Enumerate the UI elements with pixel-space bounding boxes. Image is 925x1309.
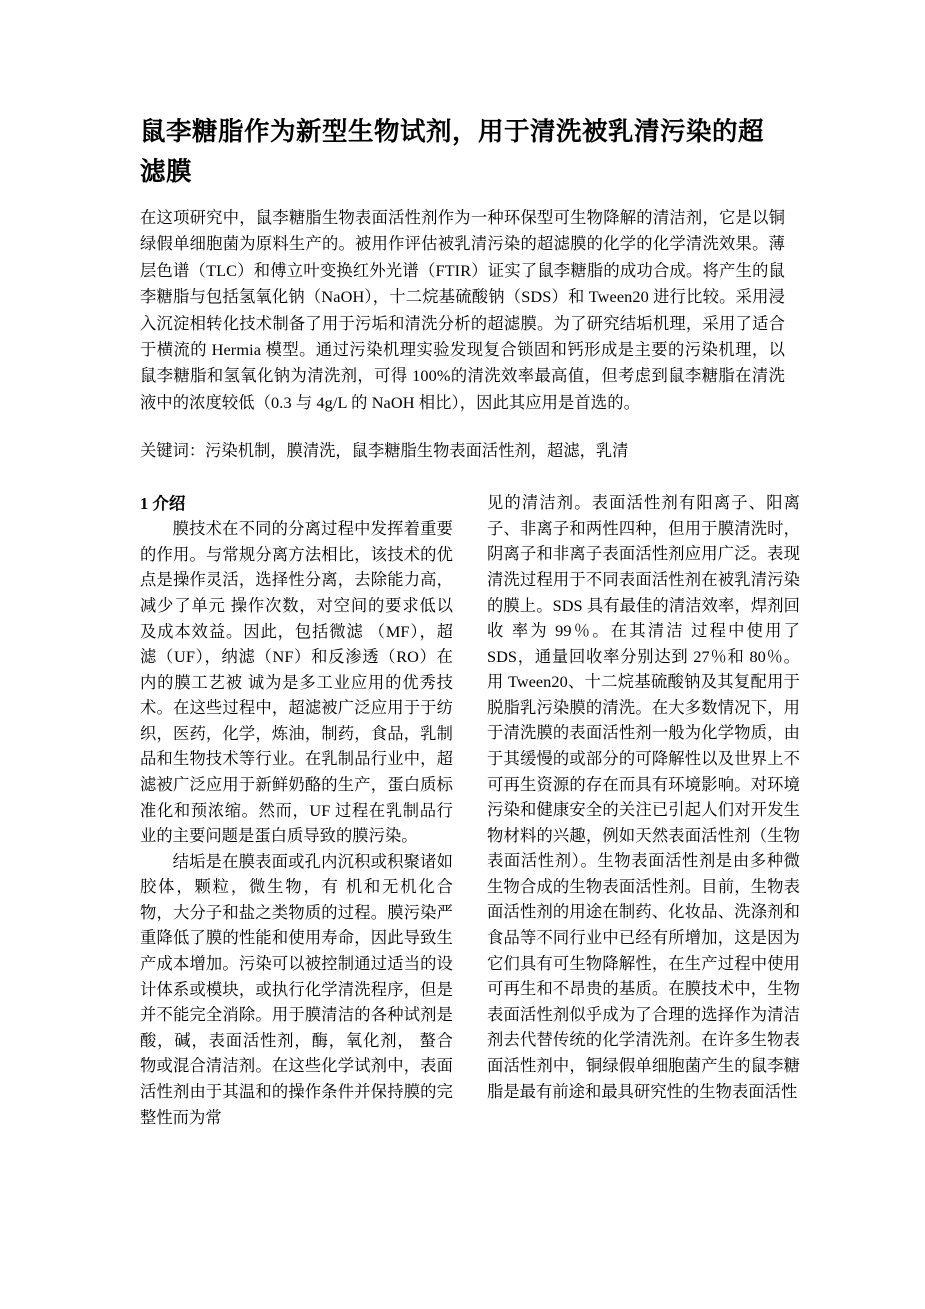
column-left: [140, 490, 453, 1130]
page-title: 鼠李糖脂作为新型生物试剂，用于清洗被乳清污染的超滤膜: [140, 117, 765, 186]
paragraph: 结垢是在膜表面或孔内沉积或积聚诸如胶体，颗粒，微生物，有 机和无机化合物，大分子和盐之类物质的过程。膜污染严重降低了膜的性能和使用寿命，因此导致生产成本增加。污染可以被控制通过适当的设计体系或模块，或执行化学清洗程序，但是并不能完全消除。用于膜清洁的各种试剂是酸，碱，表面活性剂，酶，氧化剂， 螯合物或混合清洁剂。在这些化学试剂中，表面活性剂由于其温和的操作条件并保持膜的完整性而为常: [140, 851, 453, 1127]
paragraph: 见的清洁剂。表面活性剂有阳离子、阳离子、非离子和两性四种，但用于膜清洗时，阴离子和非离子表面活性剂应用广泛。表现清洗过程用于不同表面活性剂在被乳清污染的膜上。SDS 具有最佳的清洁效率，焊剂回收 率为 99％。在其清洁 过程中使用了 SDS，通量回收率分别达到 27％和 80％。用 Tween20、十二烷基硫酸钠及其复配用于脱脂乳污染膜的清洗。在大多数情况下，用于清洗膜的表面活性剂一般为化学物质，由于其缓慢的或部分的可降解性以及世界上不可再生资源的存在而具有环境影响。对环境污染和健康安全的关注已引起人们对开发生物材料的兴趣，例如天然表面活性剂（生物表面活性剂）。生物表面活性剂是由多种微生物合成的生物表面活性剂。目前，生物表面活性剂的用途在制药、化妆品、洗涤剂和食品等不同行业中已经有所增加，这是因为它们具有可生物降解性，在生产过程中使用可再生和不昂贵的基质。在膜技术中，生物表面活性剂似乎成为了合理的选择作为清洁剂去代替传统的化学清洗剂。在许多生物表面活性剂中，铜绿假单细胞菌产生的鼠李糖脂是最有前途和最具研究性的生物表面活性: [487, 493, 800, 1101]
two-column-body: [140, 490, 800, 1130]
keywords-line: 关键词：污染机制，膜清洗，鼠李糖脂生物表面活性剂，超滤，乳清: [140, 441, 629, 461]
abstract-paragraph: 在这项研究中，鼠李糖脂生物表面活性剂作为一种环保型可生物降解的清洁剂，它是以铜绿假单细胞菌为原料生产的。被用作评估被乳清污染的超滤膜的化学的化学清洗效果。薄层色谱（TLC）和傅立叶变换红外光谱（FTIR）证实了鼠李糖脂的成功合成。将产生的鼠李糖脂与包括氢氧化钠（NaOH），十二烷基硫酸钠（SDS）和 Tween20 进行比较。采用浸入沉淀相转化技术制备了用于污垢和清洗分析的超滤膜。为了研究结垢机理，采用了适合于横流的 Hermia 模型。通过污染机理实验发现复合锁固和钙形成是主要的污染机理，以鼠李糖脂和氢氧化钠为清洗剂，可得 100%的清洗效率最高值，但考虑到鼠李糖脂在清洗液中的浓度较低（0.3 与 4g/L 的 NaOH 相比），因此其应用是首选的。: [140, 208, 785, 412]
paragraph: 膜技术在不同的分离过程中发挥着重要的作用。与常规分离方法相比，该技术的优点是操作灵活，选择性分离，去除能力高，减少了单元 操作次数，对空间的要求低以及成本效益。因此，包括微滤 （MF），超滤（UF），纳滤（NF）和反渗透（RO）在内的膜工艺被 诚为是多工业应用的优秀技术。在这些过程中，超滤被广泛应用于于纺织，医药，化学，炼油，制药，食品，乳制品和生物技术等行业。在乳制品行业中，超滤被广泛应用于新鲜奶酪的生产，蛋白质标准化和预浓缩。然而，UF 过程在乳制品行业的主要问题是蛋白质导致的膜污染。: [140, 519, 453, 846]
column-right: [487, 490, 800, 1104]
section-heading-introduction: 1 介绍: [140, 494, 186, 514]
